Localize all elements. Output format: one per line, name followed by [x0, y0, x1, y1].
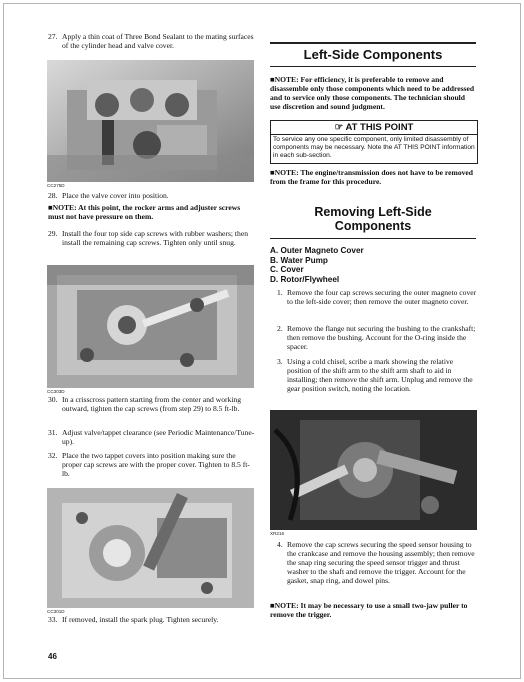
- list-item: B. Water Pump: [270, 255, 328, 265]
- photo-code: XR216: [270, 531, 285, 536]
- note-rocker-arms: ■NOTE: At this point, the rocker arms and adjuster screws must not have pressure on them.: [48, 203, 241, 221]
- list-item: D. Rotor/Flywheel: [270, 274, 340, 284]
- step-1: 1. Remove the four cap screws securing the outer magneto cover to the left-side cover; then remove the outer magneto cover.: [277, 288, 477, 306]
- pointing-hand-icon: ☞: [334, 122, 344, 133]
- component-list: [270, 246, 476, 284]
- section-title-removing-left-side: Removing Left-Side Components: [314, 205, 432, 233]
- photo-code: CC301D: [47, 609, 65, 614]
- photo-tappet-covers: [47, 488, 254, 608]
- step-3: 3. Using a cold chisel, scribe a mark showing the relative position of the shift arm to the shift arm shaft to aid in installing; then remove the shift arm. Unplug and remove the gear position switch, noting the location.: [277, 357, 473, 393]
- note-engine-frame: ■NOTE: The engine/transmission does not have to be removed from the frame for this procedure.: [270, 168, 474, 186]
- photo-shift-arm: [270, 410, 477, 530]
- photo-cap-screws: [47, 265, 254, 388]
- list-item: A. Outer Magneto Cover: [270, 246, 364, 255]
- at-this-point-text: To service any one specific component, only limited disassembly of components may be necessary. Note the AT THIS POINT information in each sub-section.: [273, 136, 475, 160]
- step-4: 4. Remove the cap screws securing the speed sensor housing to the crankcase and remove the housing assembly; then remove the snap ring securing the speed sensor trigger and thrust washer to the shaft and remove the trigger. Account for the gasket, snap ring, and dowel pins.: [277, 540, 475, 585]
- page-number: 46: [48, 652, 57, 661]
- step-31: 31. Adjust valve/tappet clearance (see Periodic Maintenance/Tune-up).: [48, 428, 255, 446]
- note-two-jaw-puller: ■NOTE: It may be necessary to use a small two-jaw puller to remove the trigger.: [270, 601, 468, 619]
- photo-cylinder-head: [47, 60, 254, 182]
- step-32: 32. Place the two tappet covers into position making sure the proper cap screws are with the proper cover. Tighten to 8.5 ft-lb.: [48, 451, 250, 478]
- step-27: 27. Apply a thin coat of Three Bond Sealant to the mating surfaces of the cylinder head and valve cover.: [48, 32, 254, 50]
- step-30: 30. In a crisscross pattern starting from the center and working outward, tighten the cap screws (from step 29) to 8.5 ft-lb.: [48, 395, 242, 413]
- photo-code: CC303D: [47, 389, 65, 394]
- note-efficiency: ■NOTE: For efficiency, it is preferable to remove and disassemble only those components which need to be addressed and to service only those components. The technician should use discretion and sound judgment.: [270, 75, 475, 111]
- section-rule: [270, 238, 476, 239]
- list-item: C. Cover: [270, 265, 304, 275]
- section-title-left-side-components: Left-Side Components: [270, 42, 476, 67]
- step-33: 33. If removed, install the spark plug. Tighten securely.: [48, 615, 219, 624]
- step-28: 28. Place the valve cover into position.: [48, 191, 169, 200]
- step-29: 29. Install the four top side cap screws with rubber washers; then install the remaining cap screws. Tighten only until snug.: [48, 229, 248, 247]
- photo-code: CC275D: [47, 183, 65, 188]
- at-this-point-box: [270, 120, 478, 164]
- step-2: 2. Remove the flange nut securing the bushing to the crankshaft; then remove the bushing. Account for the O-ring inside the spacer.: [277, 324, 476, 351]
- at-this-point-title: ☞ AT THIS POINT: [271, 121, 477, 135]
